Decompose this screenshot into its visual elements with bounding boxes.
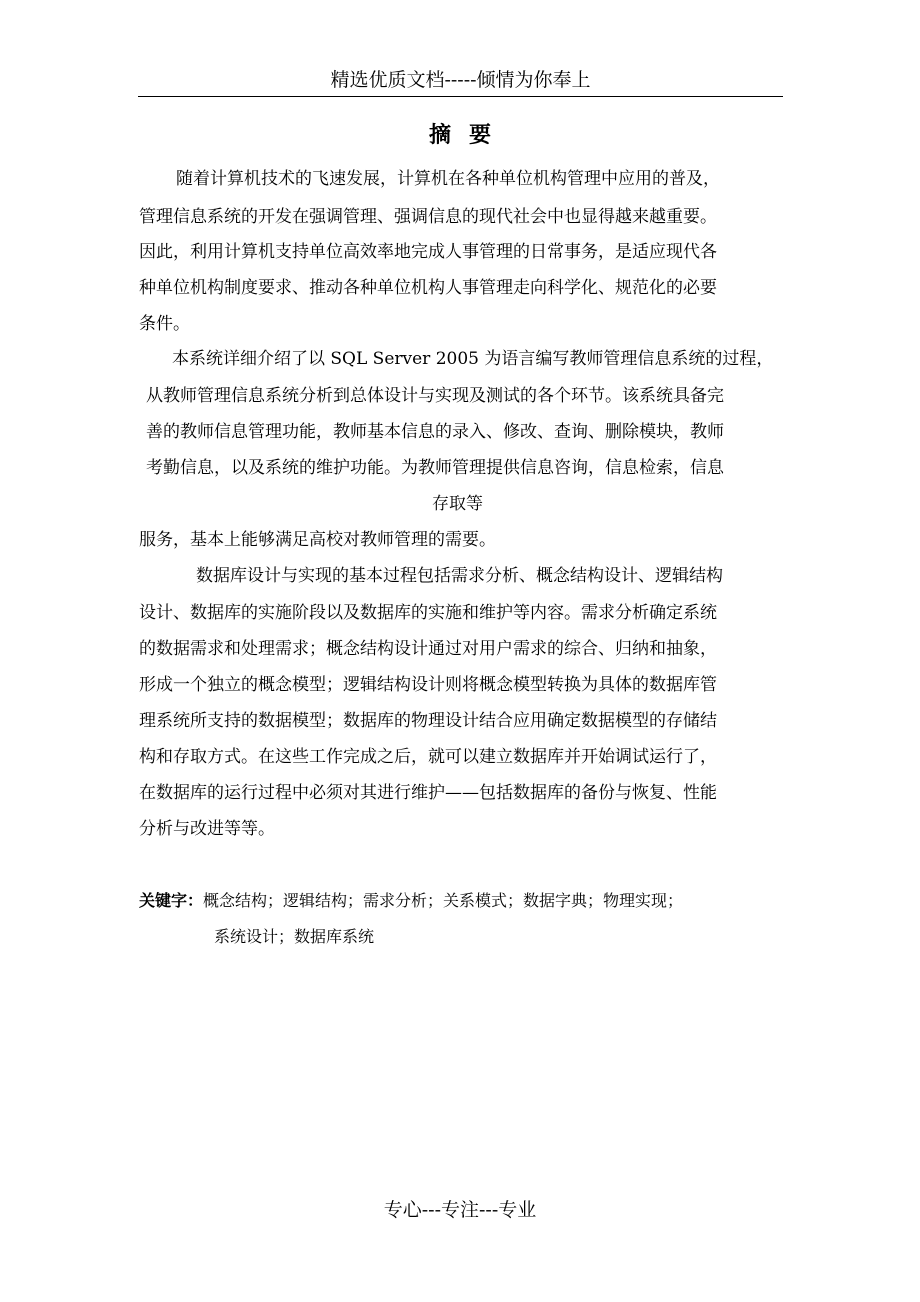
paragraph-1-line-1: 随着计算机技术的飞速发展，计算机在各种单位机构管理中应用的普及， — [176, 169, 720, 189]
paragraph-2-line-2: 从教师管理信息系统分析到总体设计与实现及测试的各个环节。该系统具备完 — [146, 386, 724, 406]
paragraph-1-line-4: 种单位机构制度要求、推动各种单位机构人事管理走向科学化、规范化的必要 — [139, 278, 717, 298]
paragraph-1-line-3: 因此，利用计算机支持单位高效率地完成人事管理的日常事务，是适应现代各 — [139, 242, 717, 262]
paragraph-2-line-3: 善的教师信息管理功能，教师基本信息的录入、修改、查询、删除模块，教师 — [146, 422, 724, 442]
keywords-label: 关键字： — [139, 891, 204, 910]
paragraph-3-line-6: 构和存取方式。在这些工作完成之后，就可以建立数据库并开始调试运行了， — [139, 747, 717, 767]
paragraph-1-line-5: 条件。 — [139, 314, 190, 334]
page-footer: 专心---专注---专业 — [383, 1199, 537, 1221]
paragraph-2-line-1: 本系统详细介绍了以 SQL Server 2005 为语言编写教师管理信息系统的过程， — [172, 349, 774, 369]
paragraph-2-line-6: 服务，基本上能够满足高校对教师管理的需要。 — [139, 530, 496, 550]
paragraph-2-line-4: 考勤信息，以及系统的维护功能。为教师管理提供信息咨询，信息检索，信息 — [146, 458, 724, 478]
paragraph-3-line-7: 在数据库的运行过程中必须对其进行维护——包括数据库的备份与恢复、性能 — [139, 783, 717, 803]
paragraph-3-line-5: 理系统所支持的数据模型；数据库的物理设计结合应用确定数据模型的存储结 — [139, 711, 717, 731]
paragraph-3-line-1: 数据库设计与实现的基本过程包括需求分析、概念结构设计、逻辑结构 — [196, 566, 723, 586]
paragraph-3-line-4: 形成一个独立的概念模型；逻辑结构设计则将概念模型转换为具体的数据库管 — [139, 675, 717, 695]
keywords-line-1 — [139, 889, 683, 913]
paragraph-2-line-5: 存取等 — [432, 494, 483, 514]
abstract-title: 摘要 — [428, 122, 509, 148]
paragraph-3-line-3: 的数据需求和处理需求；概念结构设计通过对用户需求的综合、归纳和抽象， — [139, 639, 717, 659]
keywords-line-2: 系统设计；数据库系统 — [214, 927, 375, 946]
keywords-list-1: 概念结构；逻辑结构；需求分析；关系模式；数据字典；物理实现； — [203, 891, 684, 910]
page-header: 精选优质文档-----倾情为你奉上 — [330, 69, 591, 91]
header-divider — [138, 96, 783, 97]
paragraph-3-line-2: 设计、数据库的实施阶段以及数据库的实施和维护等内容。需求分析确定系统 — [139, 603, 717, 623]
paragraph-3-line-8: 分析与改进等等。 — [139, 819, 275, 839]
paragraph-1-line-2: 管理信息系统的开发在强调管理、强调信息的现代社会中也显得越来越重要。 — [139, 207, 717, 227]
